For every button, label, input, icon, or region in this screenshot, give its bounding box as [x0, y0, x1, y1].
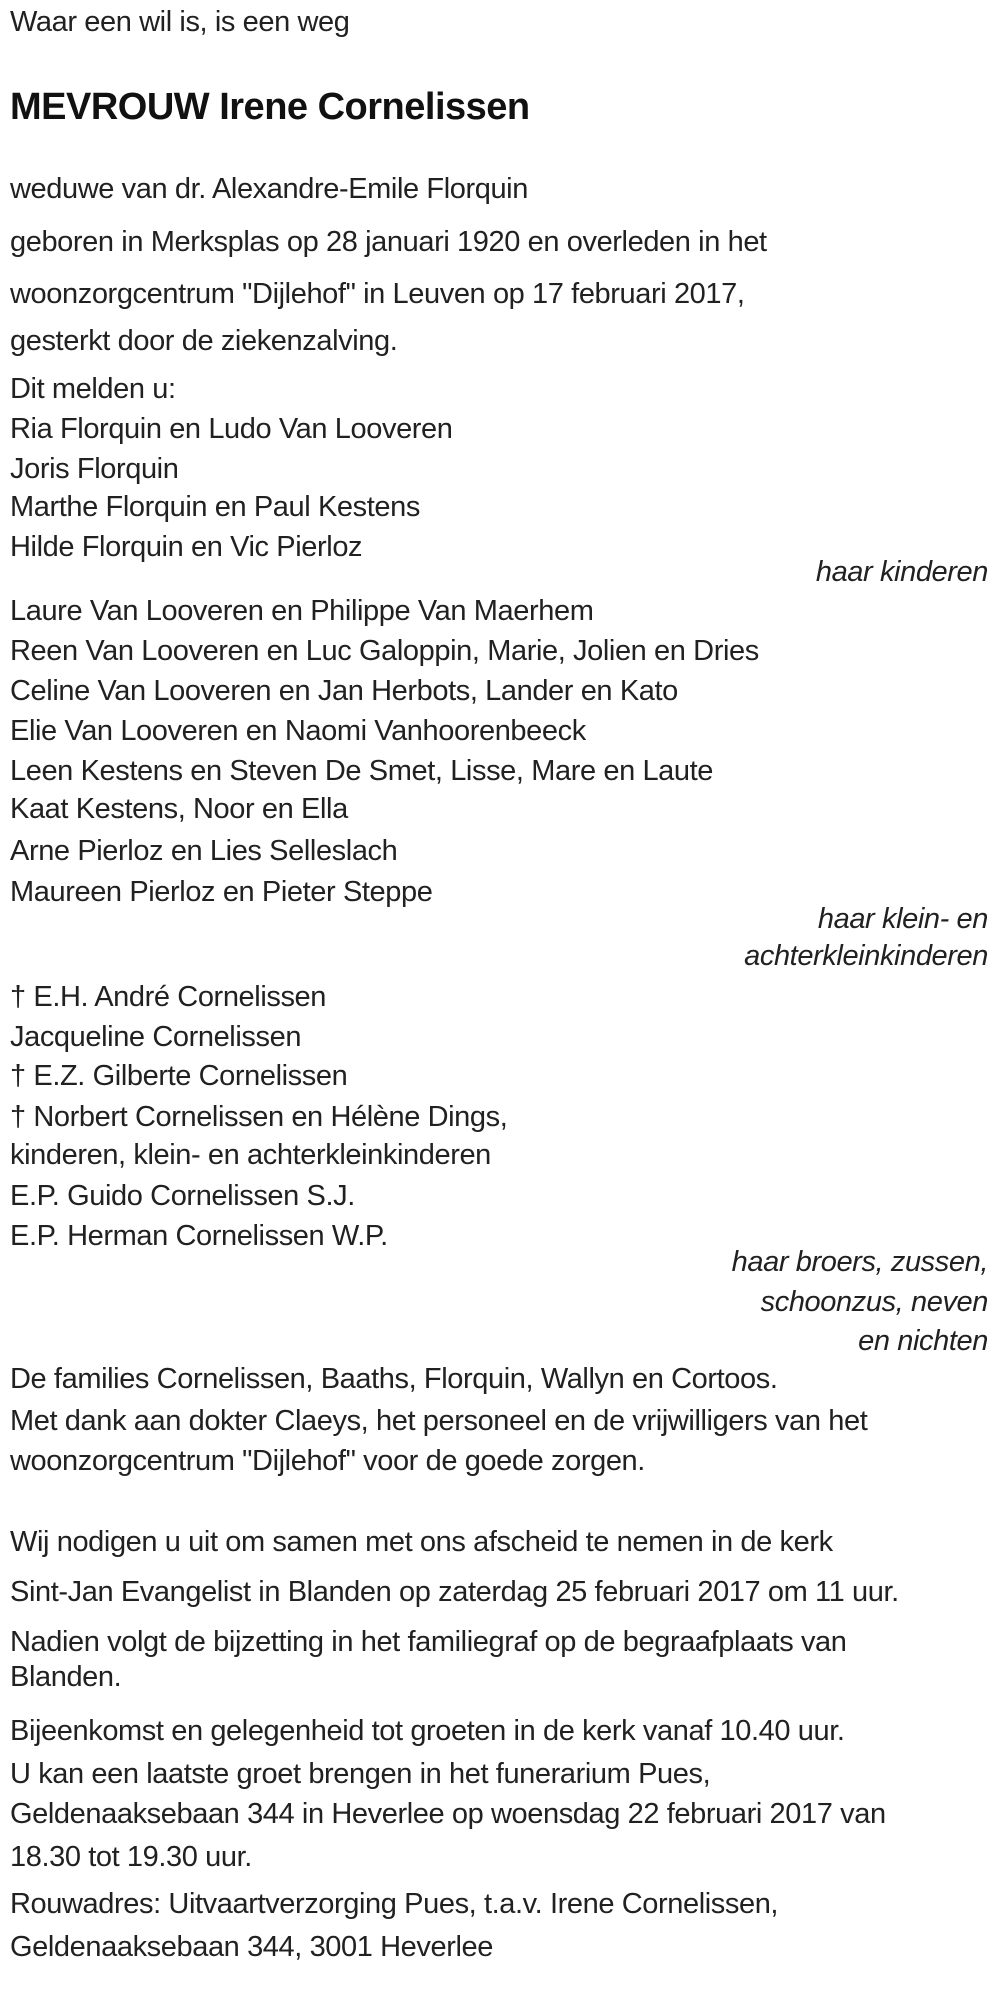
mourning-address-line-1: Rouwadres: Uitvaartverzorging Pues, t.a.v. Irene Cornelissen, [10, 1888, 779, 1920]
funerarium-line-2: Geldenaaksebaan 344 in Heverlee op woensdag 22 februari 2017 van [10, 1798, 886, 1830]
birth-death-line-3: gesterkt door de ziekenzalving. [10, 325, 398, 357]
burial-line-2: Blanden. [10, 1661, 122, 1693]
deceased-name: MEVROUW Irene Cornelissen [10, 86, 530, 128]
sibling-line-2: Jacqueline Cornelissen [10, 1021, 302, 1053]
attribution-grandchildren-1: haar klein- en [817, 903, 988, 935]
grandchild-line-6: Kaat Kestens, Noor en Ella [10, 793, 348, 825]
sibling-line-6: E.P. Guido Cornelissen S.J. [10, 1180, 355, 1212]
grandchild-line-3: Celine Van Looveren en Jan Herbots, Lander en Kato [10, 675, 678, 707]
child-line-2: Joris Florquin [10, 453, 179, 485]
child-line-4: Hilde Florquin en Vic Pierloz [10, 531, 363, 563]
invitation-line-2: Sint-Jan Evangelist in Blanden op zaterdag 25 februari 2017 om 11 uur. [10, 1576, 899, 1608]
sibling-line-5: kinderen, klein- en achterkleinkinderen [10, 1139, 491, 1171]
spouse-line: weduwe van dr. Alexandre-Emile Florquin [10, 173, 528, 205]
sibling-line-3: † E.Z. Gilberte Cornelissen [10, 1060, 348, 1092]
gathering-line: Bijeenkomst en gelegenheid tot groeten in de kerk vanaf 10.40 uur. [10, 1715, 845, 1747]
birth-death-line-2: woonzorgcentrum "Dijlehof" in Leuven op 17 februari 2017, [10, 278, 745, 310]
sibling-line-4: † Norbert Cornelissen en Hélène Dings, [10, 1101, 508, 1133]
attribution-children: haar kinderen [815, 556, 988, 588]
grandchild-line-2: Reen Van Looveren en Luc Galoppin, Marie, Jolien en Dries [10, 635, 759, 667]
attribution-siblings-1: haar broers, zussen, [731, 1246, 988, 1278]
birth-death-line-1: geboren in Merksplas op 28 januari 1920 en overleden in het [10, 226, 767, 258]
grandchild-line-5: Leen Kestens en Steven De Smet, Lisse, Mare en Laute [10, 755, 714, 787]
motto: Waar een wil is, is een weg [10, 6, 350, 38]
attribution-grandchildren-2: achterkleinkinderen [744, 940, 988, 972]
announcement-intro: Dit melden u: [10, 373, 176, 405]
child-line-1: Ria Florquin en Ludo Van Looveren [10, 413, 453, 445]
child-line-3: Marthe Florquin en Paul Kestens [10, 491, 420, 523]
sibling-line-1: † E.H. André Cornelissen [10, 981, 327, 1013]
attribution-siblings-2: schoonzus, neven [760, 1286, 988, 1318]
funerarium-line-3: 18.30 tot 19.30 uur. [10, 1841, 252, 1873]
invitation-line-1: Wij nodigen u uit om samen met ons afscheid te nemen in de kerk [10, 1526, 833, 1558]
grandchild-line-7: Arne Pierloz en Lies Selleslach [10, 835, 398, 867]
thanks-line-2: woonzorgcentrum "Dijlehof" voor de goede zorgen. [10, 1445, 645, 1477]
grandchild-line-4: Elie Van Looveren en Naomi Vanhoorenbeeck [10, 715, 586, 747]
mourning-address-line-2: Geldenaaksebaan 344, 3001 Heverlee [10, 1931, 493, 1963]
attribution-siblings-3: en nichten [858, 1325, 988, 1357]
funerarium-line-1: U kan een laatste groet brengen in het funerarium Pues, [10, 1758, 711, 1790]
grandchild-line-8: Maureen Pierloz en Pieter Steppe [10, 876, 433, 908]
thanks-line-1: Met dank aan dokter Claeys, het personeel en de vrijwilligers van het [10, 1405, 868, 1437]
families-line: De families Cornelissen, Baaths, Florquin, Wallyn en Cortoos. [10, 1363, 778, 1395]
sibling-line-7: E.P. Herman Cornelissen W.P. [10, 1220, 388, 1252]
grandchild-line-1: Laure Van Looveren en Philippe Van Maerhem [10, 595, 594, 627]
burial-line-1: Nadien volgt de bijzetting in het familiegraf op de begraafplaats van [10, 1626, 847, 1658]
